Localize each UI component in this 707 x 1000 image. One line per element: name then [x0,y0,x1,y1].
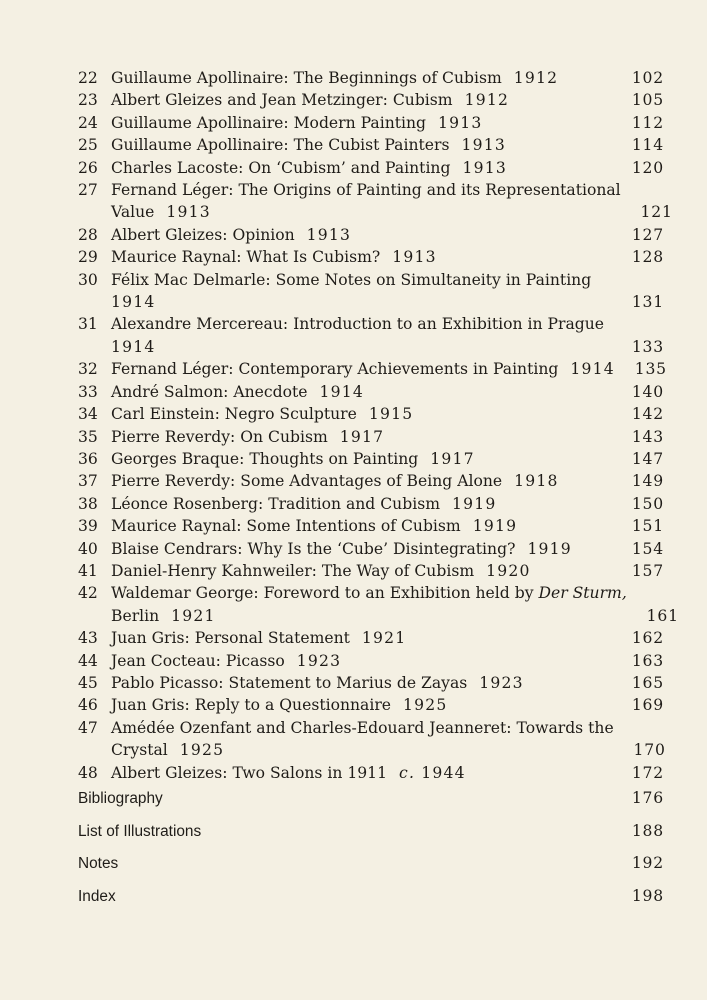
entry-author: Pierre Reverdy: [111,427,241,446]
entry-year-value: 1914 [570,360,615,379]
entry-year-prefix: c. [399,763,416,782]
entry-number: 33 [78,382,98,401]
entry-year-value: 1913 [392,248,437,267]
entry-year-value: 1912 [464,91,510,110]
entry-number: 26 [78,158,98,177]
entry-number: 35 [78,427,98,446]
entry-number: 24 [78,113,98,132]
entry-title: Some Advantages of Being Alone [240,472,503,491]
entry-page-number: 133 [631,337,664,356]
entry-author: Albert Gleizes: [111,763,233,782]
entry-number: 27 [78,181,98,200]
entry-title: The Origins of Painting and its Representational [238,181,621,200]
entry-year [392,248,437,266]
toc-entry[interactable] [78,493,664,515]
entry-title: Personal Statement [194,629,350,648]
entry-page-number: 112 [631,113,664,132]
entry-page-number: 157 [631,561,664,580]
entry-title: Modern Painting [293,113,427,132]
entry-author: Waldemar George: [111,584,264,603]
entry-year [399,764,466,782]
entry-year [307,226,352,244]
entry-text [111,627,612,649]
toc-entry[interactable] [78,538,664,560]
entry-year-value: 1913 [461,136,506,155]
toc-entry[interactable] [78,582,679,627]
entry-number: 28 [78,225,98,244]
entry-author: Guillaume Apollinaire: [111,69,294,87]
toc-entry[interactable] [78,627,664,649]
toc-entry[interactable] [78,112,664,134]
entry-author: Alexandre Mercereau: [111,315,294,334]
entry-text [111,358,615,380]
entry-number: 48 [78,763,98,782]
entry-year-value: 1925 [403,696,448,715]
entry-page-number: 105 [631,91,664,110]
entry-title: Anecdote [233,382,308,401]
entry-year-value: 1923 [296,651,342,670]
entry-year [514,69,559,87]
entry-year-value: 1913 [438,113,483,132]
entry-year-value: 1913 [462,158,507,177]
entry-title: The Cubist Painters [293,136,450,155]
toc-entry[interactable] [78,358,667,380]
entry-author: Jean Cocteau: [111,651,226,670]
entry-title-continued: Value [111,203,155,222]
entry-author: Maurice Raynal: [111,517,247,536]
entry-text [111,672,612,694]
entry-page-number: 128 [631,248,664,267]
entry-title: Contemporary Achievements in Painting [238,360,559,379]
entry-page-number: 140 [631,382,664,401]
entry-year [111,293,156,311]
entry-year-value: 1921 [361,629,407,648]
toc-entry[interactable] [78,134,664,156]
entry-year-value: 1917 [339,427,385,446]
entry-text [111,89,612,111]
toc-entry[interactable] [78,157,664,179]
entry-year-value: 1917 [430,449,475,468]
entry-author: Pablo Picasso: [111,673,229,692]
entry-title: Reply to a Questionnaire [194,696,392,715]
entry-title: Towards the [516,718,614,737]
back-matter-entry[interactable] [78,854,664,873]
entry-year-value: 1944 [421,763,466,782]
entry-title: On ‘Cubism’ and Painting [248,158,451,177]
toc-entry[interactable] [78,179,673,224]
entry-title: Tradition and Cubism [268,494,440,513]
entry-title: On Cubism [240,427,328,446]
entry-page-number: 161 [646,606,679,625]
back-matter-entry[interactable] [78,789,664,808]
entry-year [462,159,507,177]
entry-page-number: 165 [631,673,664,692]
entry-number: 30 [78,270,98,289]
entry-year [479,674,524,692]
entry-title: Some Intentions of Cubism [246,517,461,536]
entry-year [297,652,342,670]
entry-year [171,607,216,625]
entry-title: Statement to Marius de Zayas [228,673,468,692]
entry-year [473,517,518,535]
entry-text [111,403,612,425]
entry-text [111,493,612,515]
toc-entry[interactable] [78,403,664,425]
entry-author: Georges Braque: [111,449,250,468]
toc-entry[interactable] [78,246,664,268]
entry-author: Félix Mac Delmarle: [111,270,276,289]
toc-entry[interactable] [78,515,664,537]
entry-year-value: 1913 [306,225,352,244]
toc-entry[interactable] [78,694,664,716]
entry-author: Charles Lacoste: [111,158,249,177]
entry-year-value: 1914 [111,293,156,312]
toc-entry[interactable] [78,224,664,246]
entry-number: 46 [78,696,98,715]
entry-page-number: 131 [631,293,664,312]
entry-author: Léonce Rosenberg: [111,494,269,513]
entry-year [514,472,559,490]
entry-year [465,91,510,109]
entry-text [111,313,612,358]
back-matter-entry[interactable] [78,887,664,906]
entry-page-number: 102 [631,69,664,87]
entry-title-continued: Crystal [111,741,168,760]
entry-year [340,428,385,446]
toc-entry[interactable] [78,672,664,694]
entry-title: What Is Cubism? [246,248,381,267]
toc-entry[interactable] [78,717,664,762]
entry-year [452,495,497,513]
entry-title: Why Is the ‘Cube’ Disintegrating? [247,539,516,558]
entry-year [403,696,448,714]
entry-number: 32 [78,360,98,379]
entry-year [319,383,364,401]
entry-author: Maurice Raynal: [111,248,247,267]
entry-text [111,426,612,448]
entry-year-value: 1919 [527,539,572,558]
entry-title: Cubism [392,91,453,110]
entry-page-number: 154 [631,539,664,558]
entry-author: Blaise Cendrars: [111,539,248,558]
entry-number: 29 [78,248,98,267]
entry-year-value: 1919 [451,494,497,513]
entry-title: Foreword to an Exhibition held by [263,584,539,603]
entry-number: 45 [78,673,98,692]
entry-text [111,269,612,314]
entry-text [111,560,612,582]
entry-author: Juan Gris: [111,696,195,715]
entry-page-number: 142 [631,405,664,424]
entry-text [111,717,614,762]
entry-number: 23 [78,91,98,110]
entry-year-value: 1913 [166,203,211,222]
entry-page-number: 172 [631,763,664,782]
entry-text [111,179,621,224]
toc-entry[interactable] [78,426,664,448]
toc-entry[interactable] [78,269,664,314]
entry-number: 25 [78,136,98,155]
entry-title: The Beginnings of Cubism [293,69,502,87]
entry-author: Daniel-Henry Kahnweiler: [111,561,322,580]
entry-number: 31 [78,315,98,334]
entry-text [111,538,612,560]
back-matter-label: Notes [78,855,119,872]
toc-entry[interactable] [78,67,664,89]
entry-year [166,203,211,221]
entry-text [111,515,612,537]
entry-year [570,360,615,378]
toc-entry[interactable] [78,313,664,358]
entry-number: 41 [78,561,98,580]
entry-number: 47 [78,718,98,737]
back-matter-label: Bibliography [78,790,163,807]
entry-title: Introduction to an Exhibition in Prague [293,315,605,334]
entry-number: 42 [78,584,98,603]
entry-number: 34 [78,405,98,424]
entry-year [362,629,407,647]
entry-year-value: 1918 [514,472,559,491]
entry-year [527,540,572,558]
entry-page-number: 163 [631,651,664,670]
entry-number: 36 [78,449,98,468]
entry-author: Juan Gris: [111,629,195,648]
entry-author: Guillaume Apollinaire: [111,113,294,132]
back-matter-entry[interactable] [78,822,664,841]
entry-author: Fernand Léger: [111,181,239,200]
entry-page-number: 149 [631,472,664,491]
entry-title: Some Notes on Simultaneity in Painting [275,270,592,289]
entry-page-number: 147 [631,449,664,468]
toc-entry[interactable] [78,381,664,403]
entry-text [111,157,612,179]
entry-text [111,134,612,156]
entry-page-number: 121 [640,203,673,222]
entry-text [111,246,612,268]
entry-year-value: 1919 [472,517,518,536]
entry-author: André Salmon: [111,382,234,401]
entry-title: Negro Sculpture [224,405,357,424]
entry-year [111,338,156,356]
entry-year-value: 1923 [479,673,524,692]
entry-text [111,582,627,627]
toc-entry[interactable] [78,650,664,672]
entry-title: Two Salons in 1911 [232,763,388,782]
entry-year [461,136,506,154]
entry-title: Opinion [232,225,295,244]
entry-title: Picasso [225,651,285,670]
entry-text [111,224,612,246]
entry-year [369,405,414,423]
entry-number: 38 [78,494,98,513]
entry-author: Guillaume Apollinaire: [111,136,294,155]
entry-number: 43 [78,629,98,648]
entry-year-value: 1925 [179,741,225,760]
entry-number: 22 [78,69,98,87]
entry-year [486,562,531,580]
toc-entry[interactable] [78,470,664,492]
entry-author: Carl Einstein: [111,405,225,424]
toc-entry[interactable] [78,448,664,470]
entry-page-number: 162 [631,629,664,648]
entry-text [111,694,612,716]
back-matter-label: List of Illustrations [78,823,202,840]
entry-year [430,450,475,468]
toc-entry[interactable] [78,89,664,111]
entry-author: Albert Gleizes and Jean Metzinger: [111,91,393,110]
entry-text [111,448,612,470]
entry-year [438,114,483,132]
entry-title: Thoughts on Painting [249,449,419,468]
entry-year [180,741,225,759]
entry-page-number: 143 [631,427,664,446]
entry-text [111,650,612,672]
entry-year-value: 1914 [319,382,364,401]
entry-text [111,67,612,89]
entry-number: 44 [78,651,98,670]
entry-author: Albert Gleizes: [111,225,233,244]
toc-entry[interactable] [78,560,664,582]
entry-number: 37 [78,472,98,491]
entry-author: Fernand Léger: [111,360,239,379]
entry-number: 39 [78,517,98,536]
entry-text [111,381,612,403]
entry-year-value: 1920 [486,561,531,580]
entry-page-number: 135 [634,360,667,379]
entry-page-number: 114 [631,136,664,155]
entry-text [111,762,612,784]
entry-page-number: 127 [631,225,664,244]
table-of-contents [78,67,679,784]
entry-title: The Way of Cubism [321,561,475,580]
entry-year-value: 1912 [513,69,559,87]
entry-title-continued: Berlin [111,606,160,625]
entry-year-value: 1921 [171,606,216,625]
entry-year-value: 1915 [368,405,414,424]
entry-author: Amédée Ozenfant and Charles-Edouard Jeanneret: [111,718,517,737]
toc-entry[interactable] [78,762,664,784]
entry-page-number: 150 [631,494,664,513]
entry-year-value: 1914 [111,337,156,356]
back-matter-page-number: 198 [631,887,664,905]
back-matter-page-number: 192 [631,854,664,872]
entry-author: Pierre Reverdy: [111,472,241,491]
entry-title-italic: Der Sturm, [538,584,627,603]
back-matter-page-number: 188 [631,822,664,840]
back-matter-page-number: 176 [631,789,664,807]
entry-page-number: 151 [631,517,664,536]
entry-page-number: 170 [633,741,666,760]
entry-text [111,470,612,492]
back-matter-label: Index [78,888,116,905]
entry-number: 40 [78,539,98,558]
entry-page-number: 120 [631,158,664,177]
entry-text [111,112,612,134]
entry-page-number: 169 [631,696,664,715]
